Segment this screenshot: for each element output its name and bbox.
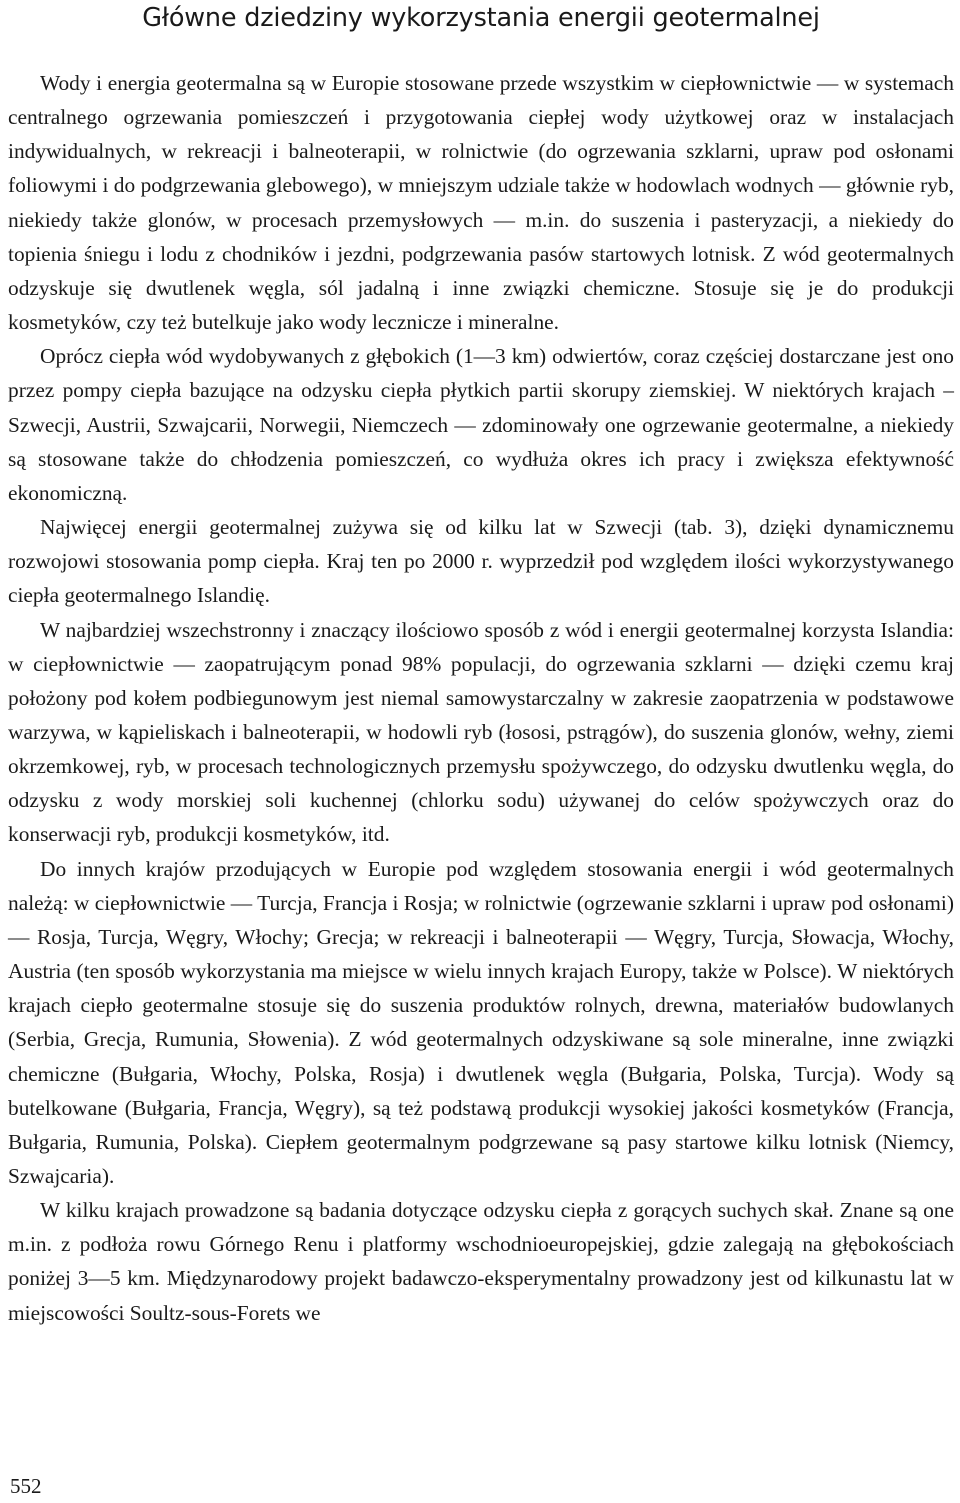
document-page — [8, 0, 954, 1325]
paragraph-1: Wody i energia geotermalna są w Europie stosowane przede wszystkim w ciepłownictwie — w systemach centralnego ogrzewania pomieszczeń i przygotowania ciepłej wody użytkowej oraz w instalacjach indywidualnych, w rekreacji i balneoterapii, w rolnictwie (do ogrzewania szklarni, upraw pod osłonami foliowymi i do podgrzewania glebowego), w mniejszym udziale także w hodowlach wodnych — głównie ryb, niekiedy także glonów, w procesach przemysłowych — m.in. do suszenia i pasteryzacji, a niekiedy do topienia śniegu i lodu z chodników i jezdni, podgrzewania pasów startowych lotnisk. Z wód geotermalnych odzyskuje się dwutlenek węgla, sól jadalną i inne związki chemiczne. Stosuje się je do produkcji kosmetyków, czy też butelkuje jako wody lecznicze i mineralne. — [8, 71, 954, 335]
paragraph-2: Oprócz ciepła wód wydobywanych z głębokich (1—3 km) odwiertów, coraz częściej dostarczane jest ono przez pompy ciepła bazujące na odzysku ciepła płytkich partii skorupy ziemskiej. W niektórych krajach – Szwecji, Austrii, Szwajcarii, Norwegii, Niemczech — zdominowały one ogrzewanie geotermalne, a niekiedy są stosowane także do chłodzenia pomieszczeń, co wydłuża okres ich pracy i zwiększa efektywność ekonomiczną. — [8, 344, 954, 505]
paragraph-3: Najwięcej energii geotermalnej zużywa się od kilku lat w Szwecji (tab. 3), dzięki dynamicznemu rozwojowi stosowania pomp ciepła. Kraj ten po 2000 r. wyprzedził pod względem ilości wykorzystywanego ciepła geotermalnego Islandię. — [8, 515, 954, 608]
paragraph-5: Do innych krajów przodujących w Europie pod względem stosowania energii i wód geotermalnych należą: w ciepłownictwie — Turcja, Francja i Rosja; w rolnictwie (ogrzewanie szklarni i upraw pod osłonami) — Rosja, Turcja, Węgry, Włochy; Grecja; w rekreacji i balneoterapii — Węgry, Turcja, Słowacja, Włochy, Austria (ten sposób wykorzystania ma miejsce w wielu innych krajach Europy, także w Polsce). W niektórych krajach ciepło geotermalne stosuje się do suszenia produktów rolnych, drewna, materiałów budowlanych (Serbia, Grecja, Rumunia, Słowenia). Z wód geotermalnych odzyskiwane są sole mineralne, inne związki chemiczne (Bułgaria, Włochy, Polska, Rosja) i dwutlenek węgla (Bułgaria, Polska, Turcja). Wody są butelkowane (Bułgaria, Francja, Węgry), są też podstawą produkcji wysokiej jakości kosmetyków (Francja, Bułgaria, Rumunia, Polska). Ciepłem geotermalnym podgrzewane są pasy startowe kilku lotnisk (Niemcy, Szwajcaria). — [8, 856, 954, 1188]
section-title: Główne dziedziny wykorzystania energii geotermalnej — [142, 3, 820, 33]
paragraph-4: W najbardziej wszechstronny i znaczący ilościowo sposób z wód i energii geotermalnej korzysta Islandia: w ciepłownictwie — zaopatrującym ponad 98% populacji, do ogrzewania szklarni — dzięki czemu kraj położony pod kołem podbiegunowym jest niemal samowystarczalny w zakresie zaopatrzenia w podstawowe warzywa, w kąpieliskach i balneoterapii, w hodowli ryb (łososi, pstrągów), do suszenia glonów, wełny, ziemi okrzemkowej, ryb, w procesach technologicznych przemysłu spożywczego, do odzysku dwutlenku węgla, do odzysku z wody morskiej soli kuchennej (chlorku sodu) używanej do celów spożywczych oraz do konserwacji ryb, produkcji kosmetyków, itd. — [8, 617, 954, 847]
page-number: 552 — [10, 1474, 42, 1498]
body-text — [8, 66, 954, 1330]
paragraph-6: W kilku krajach prowadzone są badania dotyczące odzysku ciepła z gorących suchych skał. Znane są one m.in. z podłoża rowu Górnego Renu i platformy wschodnioeuropejskiej, gdzie zalegają na głębokościach poniżej 3—5 km. Międzynarodowy projekt badawczo-eksperymentalny prowadzony jest od kilkunastu lat w miejscowości Soultz-sous-Forets we — [8, 1198, 954, 1325]
